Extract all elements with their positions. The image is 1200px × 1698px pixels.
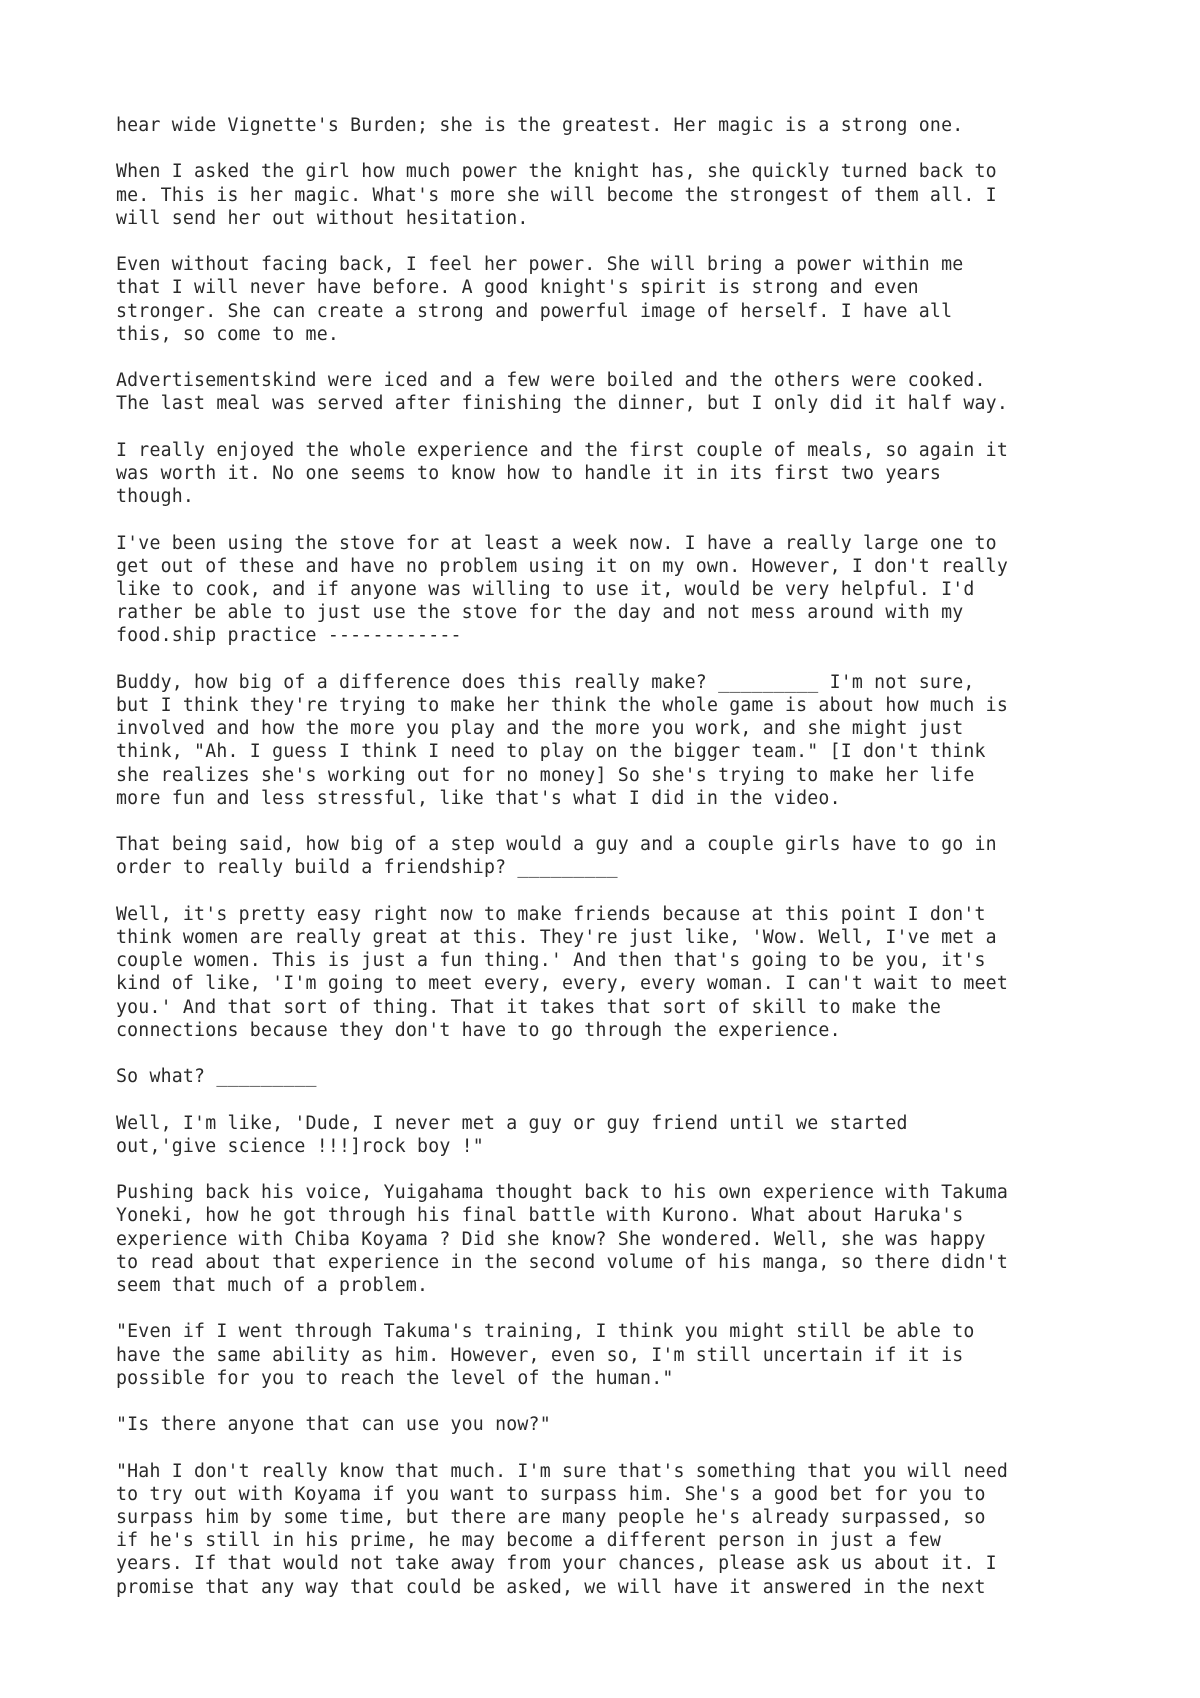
paragraph: I've been using the stove for at least a week now. I have a really large one to get out of these and have no problem using it on my own. However, I don't really like to cook, and if anyone was willing to use it, would be very helpful. I'd rather be able to just use the stove for the day and not mess around with my food.ship practice ------------	[116, 532, 1008, 647]
paragraph: "Hah I don't really know that much. I'm sure that's something that you will need to try out with Koyama if you want to surpass him. She's a good bet for you to surpass him by some time, but there are many people he's already surpassed, so if he's still in his prime, he may become a different person in just a few years. If that would not take away from your chances, please ask us about it. I promise that any way that could be asked, we will have it answered in the next	[116, 1460, 1008, 1598]
paragraph: When I asked the girl how much power the knight has, she quickly turned back to me. This is her magic. What's more she will become the strongest of them all. I will send her out without hesitation.	[116, 161, 997, 229]
paragraph: That being said, how big of a step would a guy and a couple girls have to go in order to really build a friendship? _________	[116, 834, 997, 879]
paragraph: Well, I'm like, 'Dude, I never met a guy or guy friend until we started out,'give science !!!]rock boy !"	[116, 1112, 908, 1157]
paragraph: "Is there anyone that can use you now?"	[116, 1414, 551, 1436]
paragraph: "Even if I went through Takuma's training, I think you might still be able to have the same ability as him. However, even so, I'm still uncertain if it is possible for you to reach the level of the human."	[116, 1321, 975, 1389]
paragraph: I really enjoyed the whole experience and the first couple of meals, so again it was worth it. No one seems to know how to handle it in its first two years though.	[116, 439, 1008, 508]
paragraph: Advertisementskind were iced and a few were boiled and the others were cooked. The last meal was served after finishing the dinner, but I only did it half way.	[116, 370, 1008, 415]
paragraph: hear wide Vignette's Burden; she is the greatest. Her magic is a strong one.	[116, 115, 964, 136]
paragraph: Buddy, how big of a difference does this really make? _________ I'm not sure, but I think they're trying to make her think the whole game is about how much is involved and how the more you play and the more you work, and she might just think, "Ah. I guess I think I need to play on the bigger team." [I don't think she realizes she's working out for no money] So she's trying to make her life more fun and less stressful, like that's what I did in the video.	[116, 671, 1008, 809]
document-page	[116, 114, 1116, 1622]
paragraph: Even without facing back, I feel her power. She will bring a power within me that I will never have before. A good knight's spirit is strong and even stronger. She can create a strong and powerful image of herself. I have all this, so come to me.	[116, 254, 964, 345]
paragraph: So what? _________	[116, 1066, 317, 1088]
paragraph: Pushing back his voice, Yuigahama thought back to his own experience with Takuma Yoneki, how he got through his final battle with Kurono. What about Haruka's experience with Chiba Koyama ? Did she know? She wondered. Well, she was happy to read about that experience in the second volume of his manga, so there didn't seem that much of a problem.	[116, 1182, 1008, 1296]
paragraph: Well, it's pretty easy right now to make friends because at this point I don't think women are really great at this. They're just like, 'Wow. Well, I've met a couple women. This is just a fun thing.' And then that's going to be you, it's kind of like, 'I'm going to meet every, every, every woman. I can't wait to meet you.' And that sort of thing. That it takes that sort of skill to make the connections because they don't have to go through the experience.	[116, 903, 1008, 1041]
